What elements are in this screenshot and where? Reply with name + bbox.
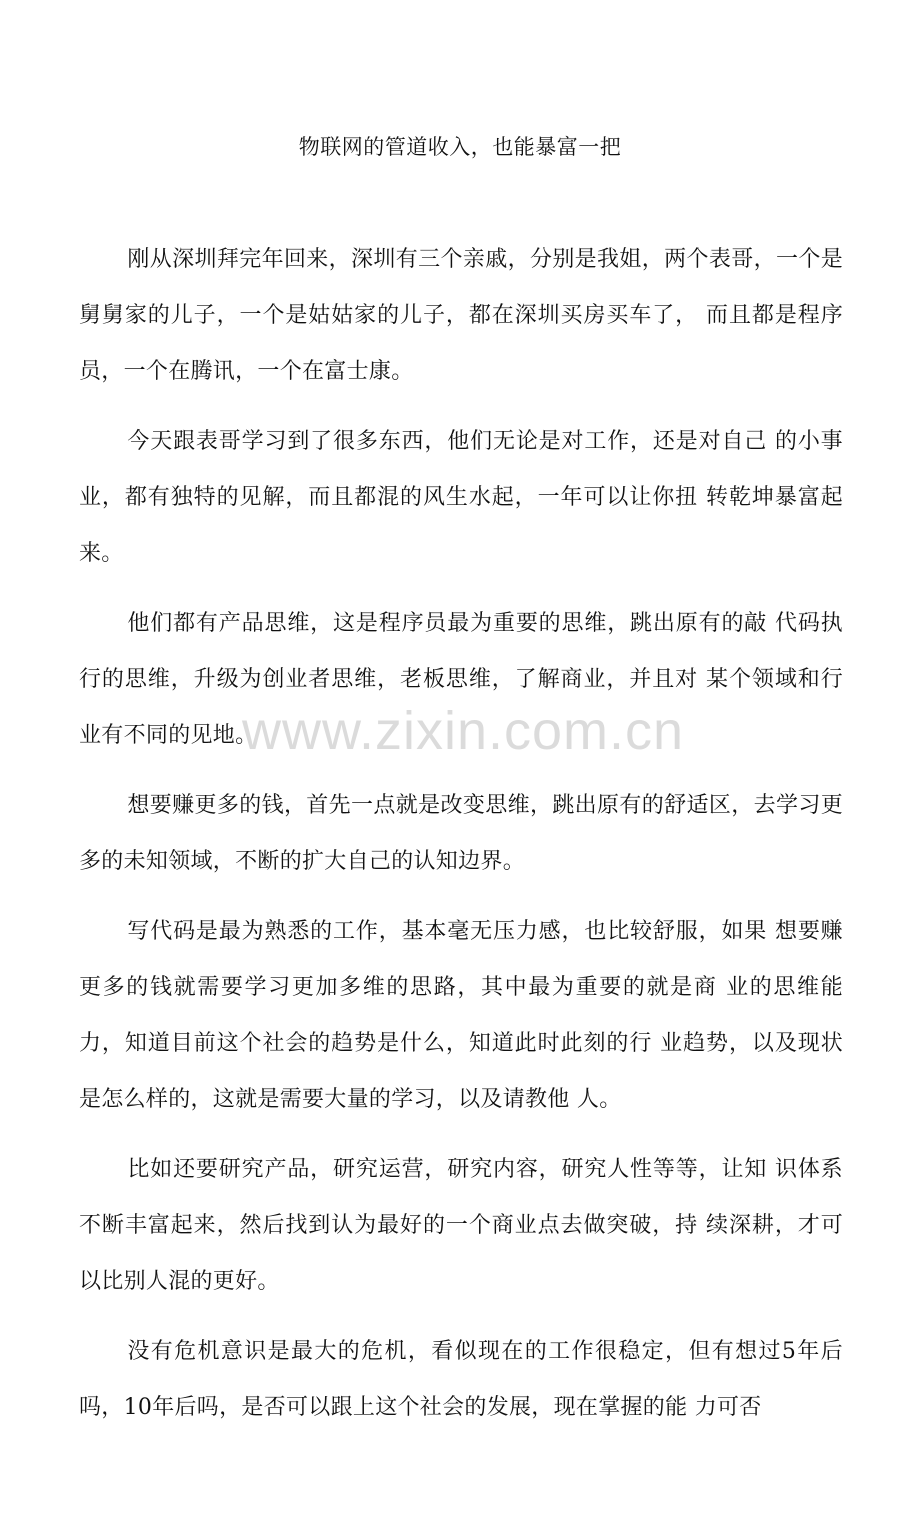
paragraph-1: 刚从深圳拜完年回来，深圳有三个亲戚，分别是我姐，两个表哥，一个是舅舅家的儿子，一个是姑姑家的儿子，都在深圳买房买车了， 而且都是程序员，一个在腾讯，一个在富士康。: [79, 247, 843, 384]
paragraph-6: 比如还要研究产品，研究运营，研究内容，研究人性等等，让知 识体系不断丰富起来，然后找到认为最好的一个商业点去做突破，持 续深耕，才可以比别人混的更好。: [79, 1157, 843, 1294]
paragraph-5: 写代码是最为熟悉的工作，基本毫无压力感，也比较舒服，如果 想要赚更多的钱就需要学习更加多维的思路，其中最为重要的就是商 业的思维能力，知道目前这个社会的趋势是什么，知道此时此刻的行 业趋势，以及现状是怎么样的，这就是需要大量的学习，以及请教他 人。: [79, 919, 843, 1112]
paragraph-3: 他们都有产品思维，这是程序员最为重要的思维，跳出原有的敲 代码执行的思维，升级为创业者思维，老板思维，了解商业，并且对 某个领域和行业有不同的见地。: [79, 611, 843, 748]
document-body: [79, 232, 843, 1450]
watermark: www.zixin.com.cn: [241, 701, 685, 761]
document-title: 物联网的管道收入，也能暴富一把: [298, 135, 622, 159]
paragraph-4: 想要赚更多的钱，首先一点就是改变思维，跳出原有的舒适区，去学习更多的未知领域，不断的扩大自己的认知边界。: [79, 793, 843, 874]
paragraph-2: 今天跟表哥学习到了很多东西，他们无论是对工作，还是对自己 的小事业，都有独特的见解，而且都混的风生水起，一年可以让你扭 转乾坤暴富起来。: [79, 429, 843, 566]
paragraph-7: 没有危机意识是最大的危机，看似现在的工作很稳定，但有想过5年后吗，10年后吗，是否可以跟上这个社会的发展，现在掌握的能 力可否: [79, 1339, 843, 1420]
